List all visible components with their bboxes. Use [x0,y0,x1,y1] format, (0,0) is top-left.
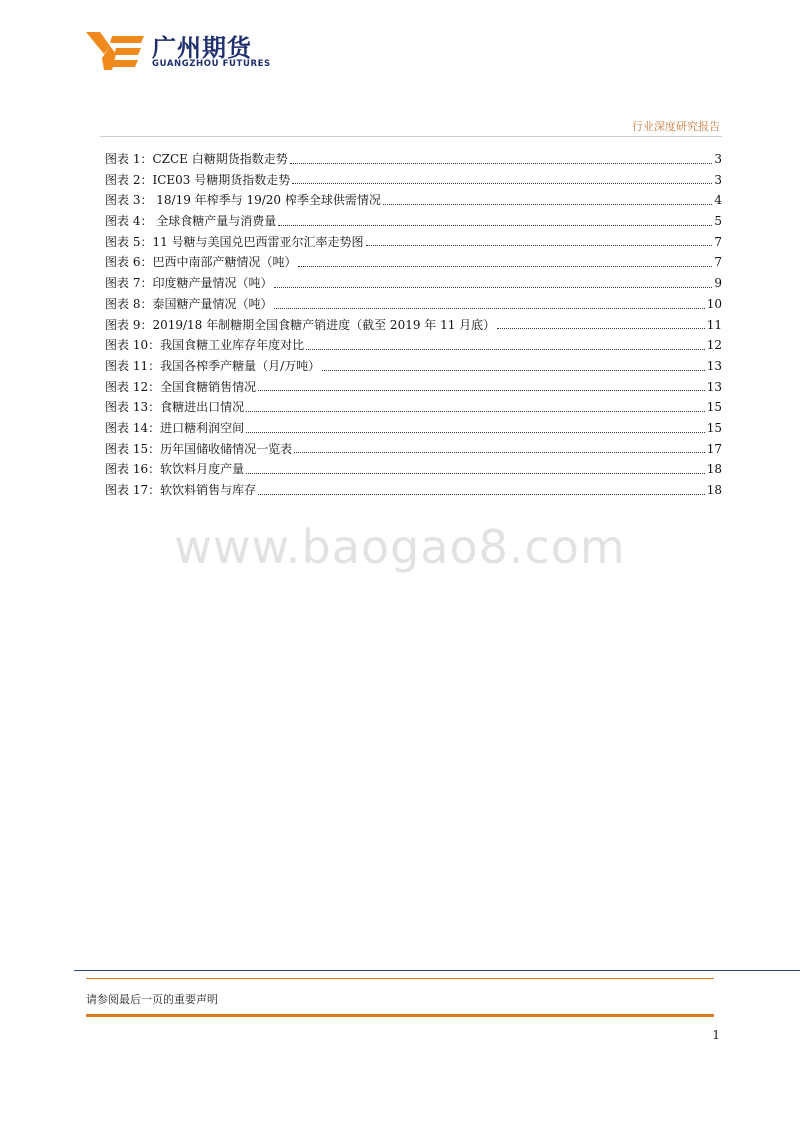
toc-entry[interactable] [105,459,722,480]
toc-entry-page: 17 [706,441,722,456]
company-logo [86,28,286,74]
toc-entry[interactable] [105,397,722,418]
toc-entry-label: 图表 5：11 号糖与美国兑巴西雷亚尔汇率走势图 [105,234,364,249]
toc-entry-label: 图表 2：ICE03 号糖期货指数走势 [105,172,291,187]
toc-entry[interactable] [105,252,722,273]
toc-entry[interactable] [105,211,722,232]
toc-leader-dots [322,370,705,371]
toc-leader-dots [292,183,712,184]
toc-entry-page: 7 [714,234,722,249]
disclaimer-note: 请参阅最后一页的重要声明 [86,993,218,1006]
toc-entry-page: 18 [706,483,722,497]
toc-entry-label: 图表 8：泰国糖产量情况（吨） [105,296,273,311]
toc-leader-dots [274,287,712,288]
toc-leader-dots [383,204,712,205]
toc-entry-label: 图表 7：印度糖产量情况（吨） [105,276,273,291]
toc-entry-page: 13 [706,379,722,394]
toc-entry-page: 11 [706,317,722,332]
toc-entry[interactable] [105,439,722,460]
toc-entry-label: 图表 11：我国各榨季产糖量（月/万吨） [105,358,321,373]
toc-entry-label: 图表 1：CZCE 白糖期货指数走势 [105,152,288,166]
toc-leader-dots [366,245,713,246]
toc-entry-page: 13 [706,358,722,373]
figure-list [105,149,722,501]
toc-entry-label: 图表 6：巴西中南部产糖情况（吨） [105,255,297,270]
toc-entry-label: 图表 14：进口糖利润空间 [105,420,245,435]
toc-entry-page: 18 [706,462,722,477]
brand-name-en: GUANGZHOU FUTURES [152,59,271,69]
toc-entry-page: 15 [706,420,722,435]
toc-leader-dots [274,308,704,309]
toc-leader-dots [290,163,713,164]
toc-entry[interactable] [105,232,722,253]
toc-entry-label: 图表 9：2019/18 年制糖期全国食糖产销进度（截至 2019 年 11 月底） [105,317,496,332]
report-type-label: 行业深度研究报告 [632,120,720,133]
toc-leader-dots [278,225,712,226]
watermark: www.baogao8.com [174,520,626,574]
toc-entry-label: 图表 16：软饮料月度产量 [105,462,245,477]
toc-entry-page: 5 [714,214,722,229]
footer-divider-orange-thick [86,1014,714,1017]
toc-entry[interactable] [105,335,722,356]
toc-leader-dots [294,452,705,453]
toc-entry-page: 10 [706,296,722,311]
toc-entry[interactable] [105,273,722,294]
toc-entry-page: 3 [714,152,722,166]
toc-entry[interactable] [105,418,722,439]
toc-entry-label: 图表 3： 18/19 年榨季与 19/20 榨季全球供需情况 [105,193,381,208]
footer-divider-orange [86,978,714,979]
toc-entry[interactable] [105,190,722,211]
brand-name-cn: 广州期货 [152,34,252,62]
toc-leader-dots [246,473,705,474]
toc-entry[interactable] [105,480,722,501]
toc-entry[interactable] [105,149,722,170]
header-divider [100,136,722,137]
toc-entry-page: 4 [714,193,722,208]
toc-leader-dots [246,432,705,433]
toc-leader-dots [306,349,705,350]
toc-leader-dots [246,411,705,412]
footer-divider-blue [74,970,800,971]
toc-entry-page: 9 [714,276,722,291]
toc-leader-dots [298,266,712,267]
toc-entry-label: 图表 12：全国食糖销售情况 [105,379,257,394]
yf-logo-icon [86,28,146,72]
toc-entry-label: 图表 15：历年国储收储情况一览表 [105,441,293,456]
toc-entry[interactable] [105,315,722,336]
toc-entry-label: 图表 17：软饮料销售与库存 [105,483,257,497]
toc-leader-dots [258,390,705,391]
toc-entry-page: 3 [714,172,722,187]
toc-entry[interactable] [105,170,722,191]
toc-entry-label: 图表 13：食糖进出口情况 [105,400,245,415]
toc-leader-dots [497,328,705,329]
toc-entry-page: 12 [706,338,722,353]
toc-entry-page: 15 [706,400,722,415]
toc-leader-dots [258,494,705,495]
toc-entry-label: 图表 4： 全球食糖产量与消费量 [105,214,277,229]
toc-entry[interactable] [105,356,722,377]
page-number: 1 [712,1028,720,1042]
toc-entry-label: 图表 10：我国食糖工业库存年度对比 [105,338,305,353]
toc-entry-page: 7 [714,255,722,270]
toc-entry[interactable] [105,294,722,315]
toc-entry[interactable] [105,377,722,398]
